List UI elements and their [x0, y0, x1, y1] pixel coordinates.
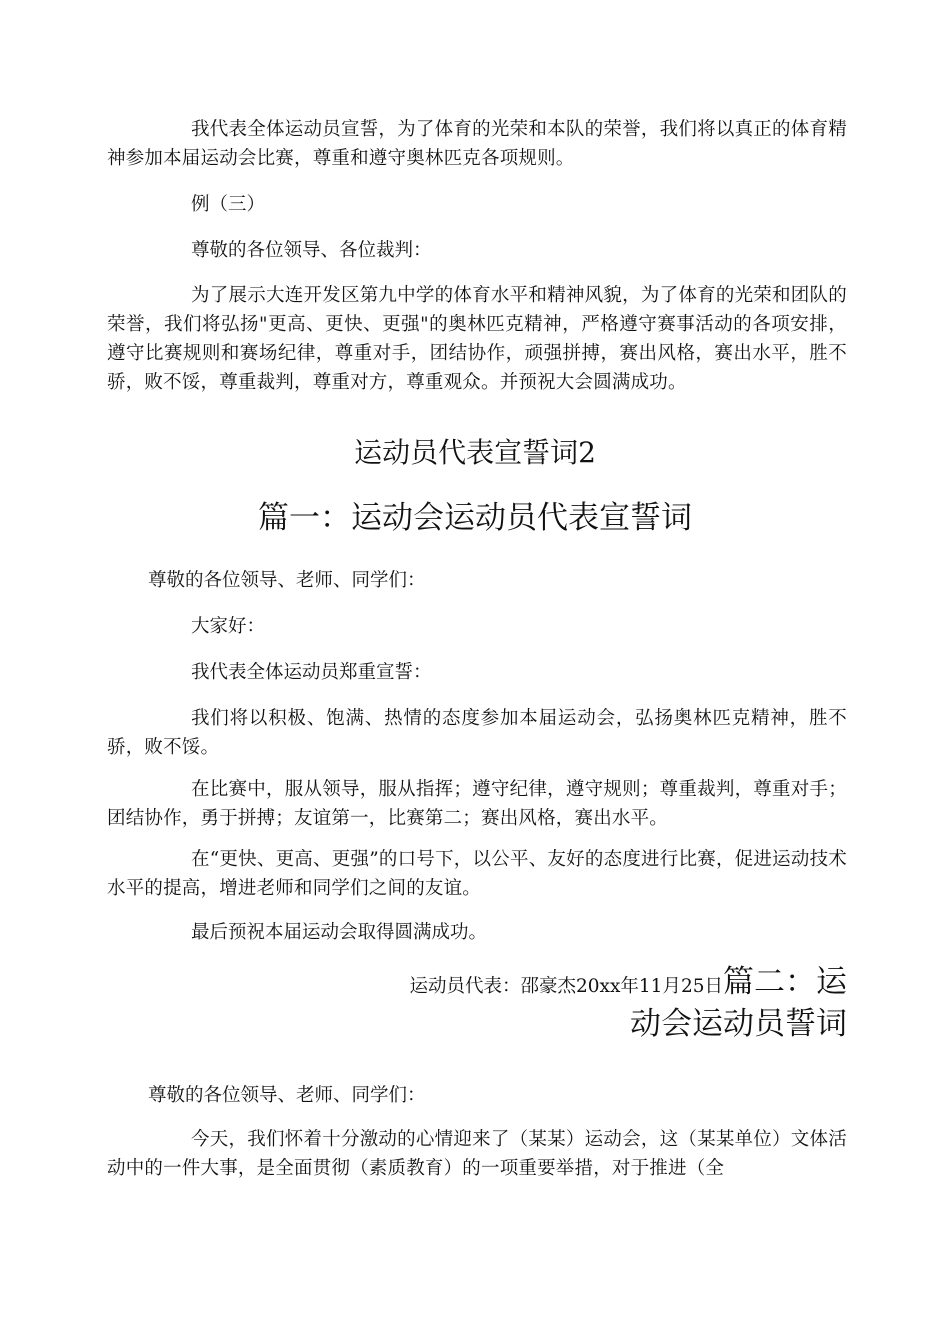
speech-paragraph: 今天，我们怀着十分激动的心情迎来了（某某）运动会，这（某某单位）文体活动中的一件大事，是全面贯彻（素质教育）的一项重要举措，对于推进（全: [107, 1129, 847, 1179]
example-label: 例（三）: [191, 194, 266, 215]
salutation-teachers-2: 尊敬的各位领导、老师、同学们：: [148, 1085, 426, 1106]
oath-intro: 我代表全体运动员郑重宣誓：: [191, 662, 432, 683]
signature-row: [410, 956, 848, 1001]
oath-paragraph-3: 我们将以积极、饱满、热情的态度参加本届运动会，弘扬奥林匹克精神，胜不骄，败不馁。: [107, 708, 847, 758]
main-title: 运动员代表宣誓词2: [354, 436, 596, 469]
signature: 运动员代表：邵豪杰20xx年11月25日: [409, 976, 723, 997]
salutation-teachers: 尊敬的各位领导、老师、同学们：: [148, 570, 426, 591]
oath-paragraph-4: 在比赛中，服从领导，服从指挥；遵守纪律，遵守规则；尊重裁判，尊重对手；团结协作，勇于拼搏；友谊第一，比赛第二；赛出风格，赛出水平。: [107, 779, 847, 829]
oath-paragraph-2: 为了展示大连开发区第九中学的体育水平和精神风貌，为了体育的光荣和团队的荣誉，我们将弘扬"更高、更快、更强"的奥林匹克精神，严格遵守赛事活动的各项安排，遵守比赛规则和赛场纪律，尊重对手，团结协作，顽强拼搏，赛出风格，赛出水平，胜不骄，败不馁，尊重裁判，尊重对方，尊重观众。并预祝大会圆满成功。: [107, 285, 847, 393]
salutation-judges: 尊敬的各位领导、各位裁判：: [191, 240, 432, 261]
part2-title-tail: 动会运动员誓词: [630, 1006, 847, 1042]
oath-paragraph-1: 我代表全体运动员宣誓，为了体育的光荣和本队的荣誉，我们将以真正的体育精神参加本届运动会比赛，尊重和遵守奥林匹克各项规则。: [107, 119, 847, 169]
greeting: 大家好：: [191, 616, 266, 637]
part2-title-head: 篇二：运: [723, 964, 847, 1000]
closing-wish: 最后预祝本届运动会取得圆满成功。: [191, 922, 488, 943]
part1-title: 篇一：运动会运动员代表宣誓词: [258, 500, 692, 536]
oath-paragraph-5: 在“更快、更高、更强”的口号下，以公平、友好的态度进行比赛，促进运动技术水平的提高，增进老师和同学们之间的友谊。: [107, 849, 847, 899]
